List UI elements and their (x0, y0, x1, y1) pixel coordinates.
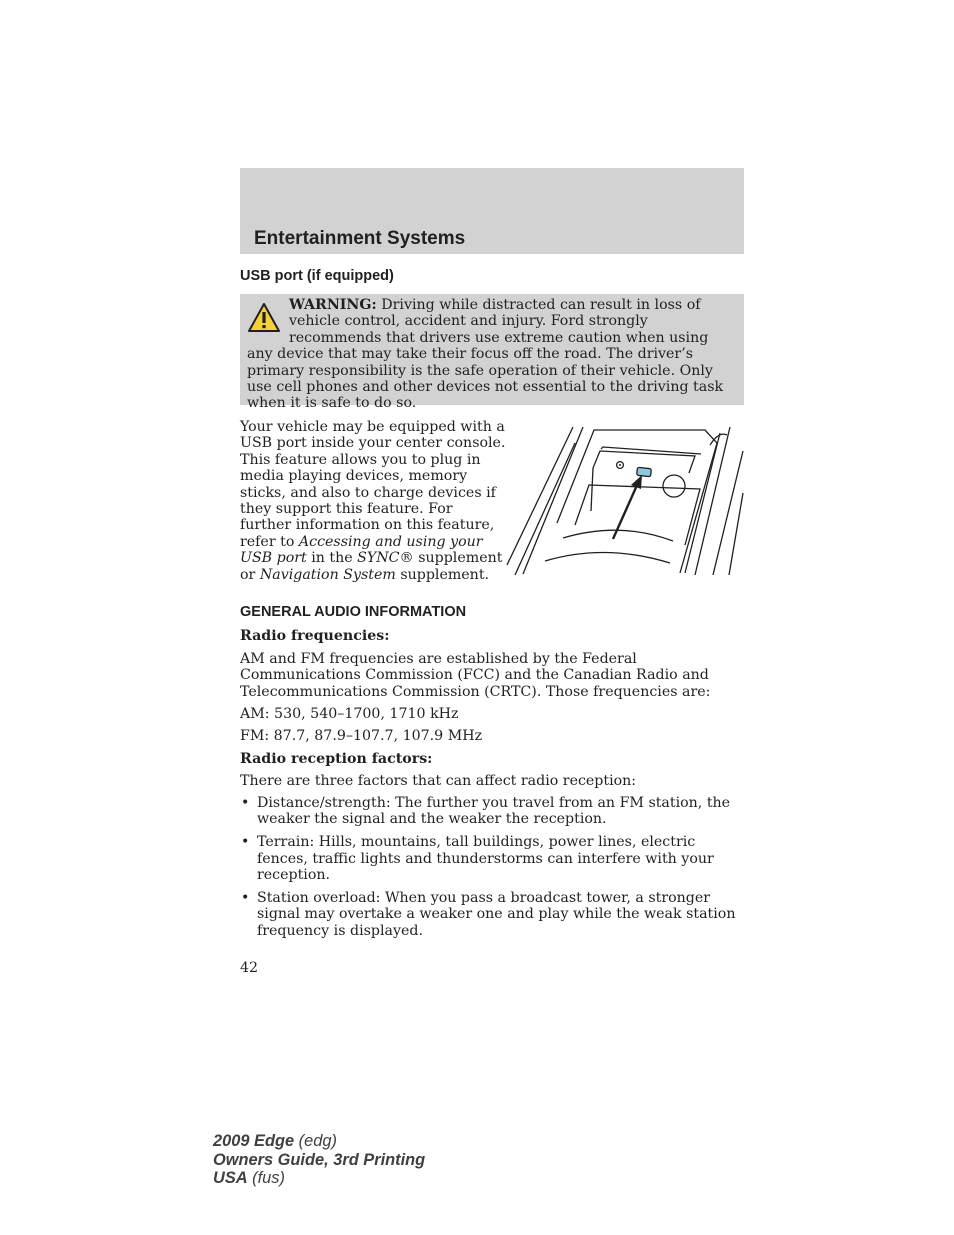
usb-line (240, 534, 510, 550)
list-item-text: Station overload: When you pass a broadcast tower, a stronger signal may overtake a weaker one and play while the weak station frequency is displayed. (257, 890, 736, 939)
ref-title: USB port (240, 550, 307, 567)
ref-text: or (240, 566, 260, 583)
ref-title: SYNC® (357, 550, 414, 567)
ref-text: in the (306, 550, 358, 567)
usb-line: sticks, and also to charge devices if (240, 484, 496, 501)
usb-line: media playing devices, memory (240, 468, 468, 485)
list-item (240, 795, 750, 828)
footer-guide-edition: Owners Guide, 3rd Printing (213, 1150, 426, 1169)
usb-line: they support this feature. For (240, 501, 453, 518)
footer-publication-info (213, 1132, 425, 1188)
warning-label: WARNING: (289, 297, 377, 313)
usb-heading: USB port (if equipped) (240, 268, 394, 284)
footer-market: USA (213, 1169, 248, 1187)
warning-text: Driving while distracted can result in loss of vehicle control, accident and injury. Ford strongly recommends that drivers use extreme caution when using any device that may take their focus off the road. The driver’s primary responsibility is the safe operation of their vehicle. Only use cell phones and other devices not essential to the driving task when it is safe to do so. (247, 297, 724, 412)
usb-line: Your vehicle may be equipped with a (240, 419, 505, 435)
center-console-usb-illustration (505, 423, 745, 577)
list-item-text: Terrain: Hills, mountains, tall buildings, power lines, electric fences, traffic lights and thunderstorms can interfere with your reception. (257, 834, 714, 884)
usb-line (240, 550, 510, 566)
list-item (240, 834, 750, 883)
fm-frequencies: FM: 87.7, 87.9–107.7, 107.9 MHz (240, 728, 483, 744)
reception-intro: There are three factors that can affect radio reception: (240, 773, 637, 789)
ref-text: refer to (240, 533, 299, 550)
ref-title: Navigation System (259, 566, 396, 583)
footer-market-code: (fus) (247, 1169, 285, 1187)
footer-model-code: (edg) (294, 1132, 337, 1150)
bullet-dot: • (241, 834, 250, 851)
warning-triangle-icon (247, 302, 281, 334)
warning-box (240, 294, 744, 412)
usb-line (240, 567, 510, 583)
usb-line: USB port inside your center console. (240, 435, 506, 452)
list-item (240, 890, 750, 939)
bullet-dot: • (241, 890, 250, 907)
usb-line: further information on this feature, (240, 517, 495, 534)
reception-factors-label: Radio reception factors: (240, 751, 433, 767)
usb-description (240, 419, 510, 583)
usb-line: This feature allows you to plug in (240, 451, 481, 468)
section-title: Entertainment Systems (254, 228, 466, 249)
list-item-text: Distance/strength: The further you travel from an FM station, the weaker the signal and the weaker the reception. (257, 795, 731, 828)
frequencies-paragraph: AM and FM frequencies are established by the Federal Communications Commission (FCC) and the Canadian Radio and Telecommunications Commission (CRTC). Those frequencies are: (240, 651, 711, 700)
ref-text: supplement. (395, 566, 490, 583)
page-number: 42 (240, 960, 259, 976)
ref-text: supplement (413, 550, 503, 567)
section-header-band (240, 168, 744, 254)
footer-model: 2009 Edge (213, 1132, 295, 1150)
radio-frequencies-label: Radio frequencies: (240, 628, 390, 644)
bullet-dot: • (241, 795, 250, 811)
reception-factors-list (240, 795, 750, 946)
ref-title: Accessing and using your (298, 533, 483, 550)
general-audio-heading: GENERAL AUDIO INFORMATION (240, 604, 467, 620)
am-frequencies: AM: 530, 540–1700, 1710 kHz (240, 706, 459, 722)
